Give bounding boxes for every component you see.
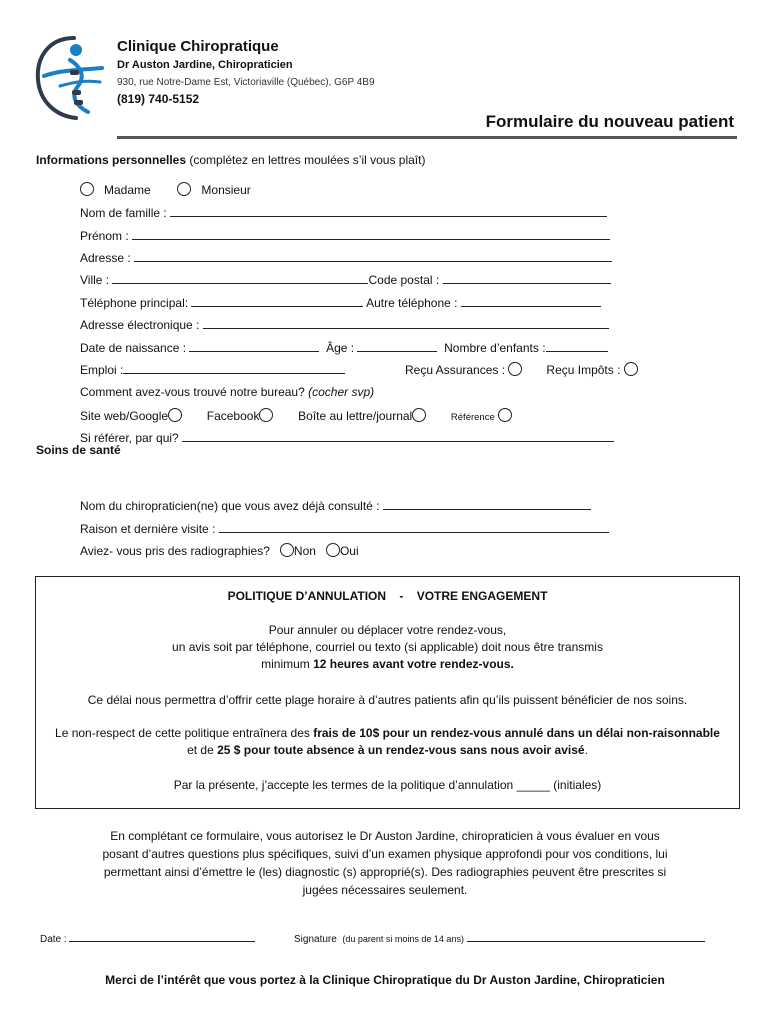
policy-p2: Ce délai nous permettra d’offrir cette plage horaire à d’autres patients afin qu’ils puissent bénéficier de nos soins. bbox=[87, 693, 688, 707]
code-postal-field[interactable] bbox=[443, 272, 611, 284]
reference-radio[interactable] bbox=[498, 408, 512, 422]
thanks-message: Merci de l’intérêt que vous portez à la Clinique Chiropratique du Dr Auston Jardine, Chiropraticien bbox=[105, 973, 665, 987]
policy-acceptance: Par la présente, j’accepte les termes de la politique d’annulation _____ (initiales) bbox=[173, 778, 602, 792]
prenom-row: Prénom : bbox=[80, 228, 610, 243]
header-divider bbox=[117, 136, 737, 139]
chiro-field[interactable] bbox=[383, 498, 591, 510]
site-web-radio[interactable] bbox=[168, 408, 182, 422]
recu-impots-radio[interactable] bbox=[624, 362, 638, 376]
naissance-row: Date de naissance : Âge : Nombre d’enfants : bbox=[80, 340, 608, 355]
courriel-row: Adresse électronique : bbox=[80, 317, 609, 332]
chiro-row: Nom du chiropraticien(ne) que vous avez déjà consulté : bbox=[80, 498, 591, 513]
madame-radio[interactable] bbox=[80, 182, 94, 196]
nom-row: Nom de famille : bbox=[80, 205, 607, 220]
monsieur-radio[interactable] bbox=[177, 182, 191, 196]
title-choice-row bbox=[80, 182, 251, 197]
courriel-field[interactable] bbox=[203, 317, 609, 329]
policy-p1-l3: minimum 12 heures avant votre rendez-vous. bbox=[261, 657, 514, 671]
policy-p1-l1: Pour annuler ou déplacer votre rendez-vous, bbox=[268, 623, 507, 637]
referer-row: Si référer, par qui? bbox=[80, 430, 614, 445]
adresse-row: Adresse : bbox=[80, 250, 612, 265]
ville-field[interactable] bbox=[112, 272, 368, 284]
monsieur-label: Monsieur bbox=[201, 183, 251, 197]
policy-title: POLITIQUE D’ANNULATION - VOTRE ENGAGEMENT bbox=[227, 589, 548, 603]
policy-p3-l1: Le non-respect de cette politique entraînera des frais de 10$ pour un rendez-vous annulé dans un délai non-raisonnable bbox=[55, 726, 720, 740]
emploi-field[interactable] bbox=[123, 362, 345, 374]
boite-radio[interactable] bbox=[412, 408, 426, 422]
date-field[interactable] bbox=[69, 933, 255, 942]
signature-field[interactable] bbox=[467, 933, 705, 942]
initials-field[interactable]: _____ bbox=[516, 778, 550, 792]
source-options-row: Site web/Google Facebook Boîte au lettre/journal Référence bbox=[80, 408, 512, 423]
raison-row: Raison et dernière visite : bbox=[80, 521, 609, 536]
recus-row: Reçu Assurances : Reçu Impôts : bbox=[405, 362, 638, 377]
policy-p1-l2: un avis soit par téléphone, courriel ou texto (si applicable) doit nous être transmis bbox=[172, 640, 603, 654]
radio-oui[interactable] bbox=[326, 543, 340, 557]
telephone-row: Téléphone principal: Autre téléphone : bbox=[80, 295, 601, 310]
enfants-field[interactable] bbox=[546, 340, 608, 352]
clinic-logo bbox=[30, 30, 114, 125]
naissance-field[interactable] bbox=[189, 340, 319, 352]
tel-principal-field[interactable] bbox=[191, 295, 363, 307]
facebook-radio[interactable] bbox=[259, 408, 273, 422]
raison-field[interactable] bbox=[219, 521, 609, 533]
clinic-address: 930, rue Notre-Dame Est, Victoriaville (Québec), G6P 4B9 bbox=[117, 77, 375, 88]
madame-label: Madame bbox=[104, 183, 151, 197]
form-title: Formulaire du nouveau patient bbox=[485, 112, 734, 131]
age-field[interactable] bbox=[357, 340, 437, 352]
referer-field[interactable] bbox=[182, 430, 614, 442]
personal-info-heading: Informations personnelles (complétez en lettres moulées s’il vous plaît) bbox=[36, 153, 426, 167]
clinic-name: Clinique Chiropratique bbox=[117, 38, 279, 55]
date-row: Date : bbox=[40, 933, 255, 945]
clinic-phone: (819) 740-5152 bbox=[117, 92, 200, 106]
policy-p3-l2: et de 25 $ pour toute absence à un rendez-vous sans nous avoir avisé. bbox=[187, 743, 588, 757]
cancellation-policy-box bbox=[35, 576, 740, 809]
trouve-row: Comment avez-vous trouvé notre bureau? (cocher svp) bbox=[80, 385, 375, 399]
recu-assurances-radio[interactable] bbox=[508, 362, 522, 376]
autre-tel-field[interactable] bbox=[461, 295, 601, 307]
ville-row: Ville : Code postal : bbox=[80, 272, 611, 287]
radio-non[interactable] bbox=[280, 543, 294, 557]
radiographies-row: Aviez- vous pris des radiographies? Non Oui bbox=[80, 544, 359, 558]
adresse-field[interactable] bbox=[134, 250, 612, 262]
prenom-field[interactable] bbox=[132, 228, 610, 240]
nom-field[interactable] bbox=[170, 205, 607, 217]
health-heading: Soins de santé bbox=[36, 443, 121, 457]
signature-row: Signature (du parent si moins de 14 ans) bbox=[294, 933, 705, 945]
doctor-name: Dr Auston Jardine, Chiropraticien bbox=[117, 59, 293, 71]
consent-text: En complétant ce formulaire, vous autorisez le Dr Auston Jardine, chiropraticien à vous évaluer en vous posant d’autres questions plus spécifiques, suivi d’un examen physique approfondi pour vos conditions, lui permettant ainsi d’émettre le (les) diagnostic (s) approprié(s). Des radiographies peuvent être prescrites si jugées nécessaires seulement. bbox=[102, 829, 668, 897]
emploi-row: Emploi : bbox=[80, 362, 345, 377]
